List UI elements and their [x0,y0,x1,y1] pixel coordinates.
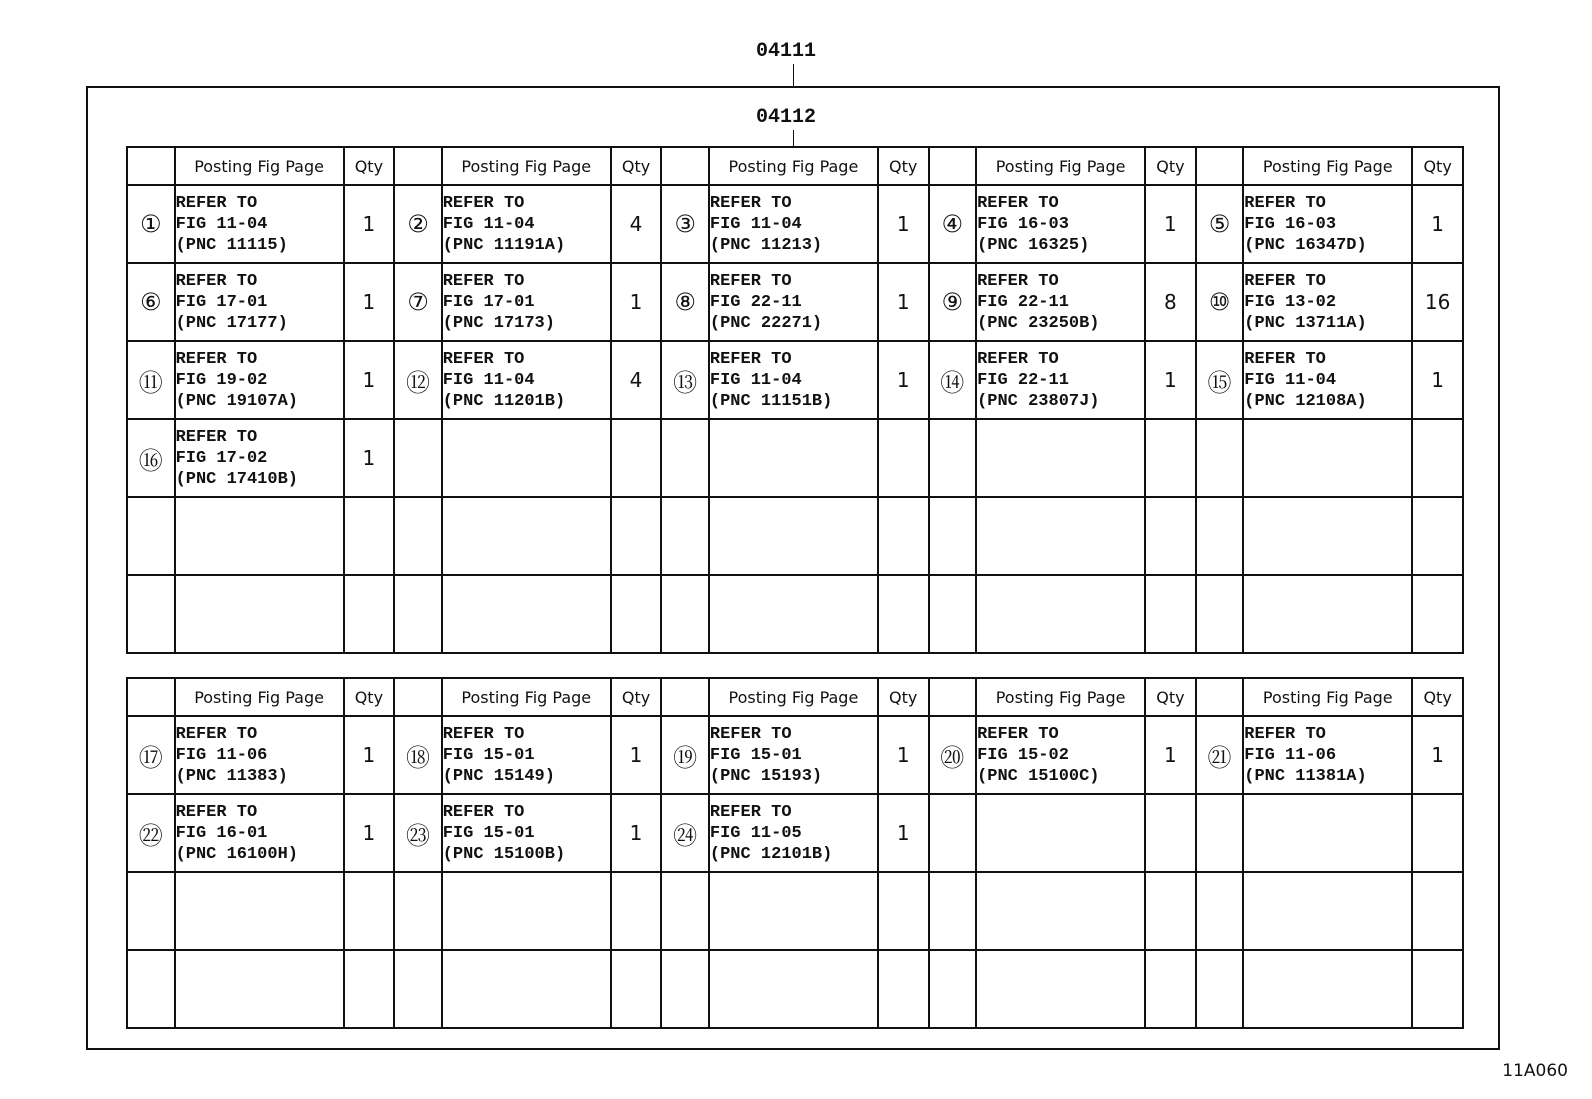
posting-reference: REFER TO FIG 11-05 (PNC 12101B) [709,794,878,872]
header-number-cell [661,147,709,185]
item-qty [1145,575,1196,653]
header-posting-fig-page: Posting Fig Page [976,147,1145,185]
item-qty [344,872,395,950]
item-qty [611,950,662,1028]
item-number: ⑪ [127,341,175,419]
table-row [127,950,1463,1028]
item-qty [611,419,662,497]
table-header-row [127,147,1463,185]
posting-reference: REFER TO FIG 11-04 (PNC 11213) [709,185,878,263]
item-qty [1145,872,1196,950]
item-qty: 1 [344,794,395,872]
header-number-cell [1196,147,1244,185]
posting-reference: REFER TO FIG 16-03 (PNC 16347D) [1243,185,1412,263]
header-qty: Qty [344,147,395,185]
item-number [1196,497,1244,575]
item-qty [878,950,929,1028]
item-number [1196,794,1244,872]
item-qty [878,497,929,575]
header-qty: Qty [878,678,929,716]
table-row [127,872,1463,950]
item-qty [1412,419,1463,497]
item-number [127,575,175,653]
posting-reference: REFER TO FIG 16-03 (PNC 16325) [976,185,1145,263]
item-number [661,575,709,653]
header-qty: Qty [1412,147,1463,185]
posting-reference: REFER TO FIG 11-04 (PNC 11191A) [442,185,611,263]
item-qty: 1 [1145,341,1196,419]
posting-reference [442,872,611,950]
table-row [127,419,1463,497]
posting-reference: REFER TO FIG 11-06 (PNC 11383) [175,716,344,794]
header-posting-fig-page: Posting Fig Page [709,678,878,716]
posting-reference [976,872,1145,950]
header-number-cell [929,678,977,716]
item-qty: 8 [1145,263,1196,341]
item-number [661,950,709,1028]
posting-reference [175,872,344,950]
item-number [394,872,442,950]
item-qty: 1 [344,341,395,419]
posting-reference [175,497,344,575]
posting-reference: REFER TO FIG 15-01 (PNC 15149) [442,716,611,794]
inner-leader-line [793,130,794,146]
table-row [127,716,1463,794]
item-qty: 4 [611,341,662,419]
item-qty: 1 [611,794,662,872]
item-qty [611,872,662,950]
posting-reference [175,575,344,653]
header-number-cell [127,678,175,716]
posting-reference: REFER TO FIG 19-02 (PNC 19107A) [175,341,344,419]
item-qty: 1 [878,716,929,794]
item-number: ⑧ [661,263,709,341]
item-qty: 1 [611,263,662,341]
item-qty: 1 [878,794,929,872]
table-row [127,497,1463,575]
item-number: ㉔ [661,794,709,872]
item-number: ⑭ [929,341,977,419]
posting-reference [976,419,1145,497]
item-number [1196,575,1244,653]
item-number [394,497,442,575]
posting-reference [442,950,611,1028]
item-number: ㉓ [394,794,442,872]
item-qty: 1 [878,263,929,341]
item-number: ② [394,185,442,263]
header-number-cell [127,147,175,185]
item-number: ⑤ [1196,185,1244,263]
header-posting-fig-page: Posting Fig Page [1243,678,1412,716]
posting-reference [1243,950,1412,1028]
header-number-cell [929,147,977,185]
posting-reference [175,950,344,1028]
posting-reference: REFER TO FIG 22-11 (PNC 23807J) [976,341,1145,419]
item-number [127,872,175,950]
item-qty: 1 [344,263,395,341]
item-qty: 1 [344,716,395,794]
item-qty [611,497,662,575]
posting-reference: REFER TO FIG 15-01 (PNC 15193) [709,716,878,794]
posting-reference [976,794,1145,872]
posting-reference [442,419,611,497]
posting-reference [1243,575,1412,653]
item-number: ⑳ [929,716,977,794]
item-qty [1412,794,1463,872]
header-posting-fig-page: Posting Fig Page [175,678,344,716]
item-qty [878,575,929,653]
header-qty: Qty [611,678,662,716]
header-qty: Qty [1145,678,1196,716]
item-number [394,575,442,653]
item-qty: 1 [878,341,929,419]
item-number [1196,950,1244,1028]
posting-reference: REFER TO FIG 11-06 (PNC 11381A) [1243,716,1412,794]
item-qty: 1 [878,185,929,263]
outer-assembly-label: 04111 [755,40,816,63]
item-number [127,497,175,575]
posting-reference [1243,497,1412,575]
posting-reference: REFER TO FIG 17-02 (PNC 17410B) [175,419,344,497]
item-qty [1412,872,1463,950]
header-posting-fig-page: Posting Fig Page [709,147,878,185]
header-posting-fig-page: Posting Fig Page [442,147,611,185]
header-qty: Qty [344,678,395,716]
item-number: ⑯ [127,419,175,497]
posting-reference [1243,419,1412,497]
item-number: ③ [661,185,709,263]
posting-reference [976,950,1145,1028]
figure-code: 11A060 [1502,1061,1568,1081]
item-qty: 1 [1412,341,1463,419]
posting-reference: REFER TO FIG 22-11 (PNC 23250B) [976,263,1145,341]
header-number-cell [394,678,442,716]
posting-reference: REFER TO FIG 13-02 (PNC 13711A) [1243,263,1412,341]
posting-reference [1243,872,1412,950]
item-number: ① [127,185,175,263]
parts-table-upper [126,146,1464,654]
posting-reference [709,872,878,950]
header-qty: Qty [878,147,929,185]
posting-reference: REFER TO FIG 15-02 (PNC 15100C) [976,716,1145,794]
item-qty: 1 [1412,716,1463,794]
item-number [661,497,709,575]
posting-reference [976,497,1145,575]
item-number: ⑱ [394,716,442,794]
posting-reference: REFER TO FIG 11-04 (PNC 12108A) [1243,341,1412,419]
outer-leader-line [793,64,794,86]
posting-reference [442,497,611,575]
item-number [929,575,977,653]
posting-reference [442,575,611,653]
table-row [127,341,1463,419]
item-number [929,872,977,950]
item-qty [344,575,395,653]
posting-reference [709,575,878,653]
item-qty [1145,794,1196,872]
item-number: ⑫ [394,341,442,419]
posting-reference: REFER TO FIG 11-04 (PNC 11151B) [709,341,878,419]
item-qty [611,575,662,653]
item-qty: 1 [1412,185,1463,263]
posting-reference: REFER TO FIG 15-01 (PNC 15100B) [442,794,611,872]
item-qty [344,950,395,1028]
table-row [127,575,1463,653]
item-number [394,419,442,497]
item-number [929,419,977,497]
posting-reference [709,950,878,1028]
item-number [1196,872,1244,950]
posting-reference: REFER TO FIG 16-01 (PNC 16100H) [175,794,344,872]
item-number [394,950,442,1028]
header-number-cell [394,147,442,185]
item-qty [878,872,929,950]
header-qty: Qty [1412,678,1463,716]
item-number: ⑮ [1196,341,1244,419]
item-number [929,794,977,872]
inner-assembly-label: 04112 [755,106,816,129]
posting-reference: REFER TO FIG 22-11 (PNC 22271) [709,263,878,341]
item-number: ⑬ [661,341,709,419]
item-number: ㉑ [1196,716,1244,794]
posting-reference: REFER TO FIG 17-01 (PNC 17177) [175,263,344,341]
item-qty: 4 [611,185,662,263]
table-row [127,794,1463,872]
item-qty: 16 [1412,263,1463,341]
item-number: ⑥ [127,263,175,341]
header-posting-fig-page: Posting Fig Page [175,147,344,185]
table-row [127,263,1463,341]
item-number [929,497,977,575]
item-number: ④ [929,185,977,263]
item-qty [1145,419,1196,497]
parts-table-lower [126,677,1464,1029]
item-number: ⑦ [394,263,442,341]
item-qty [878,419,929,497]
item-qty [1412,497,1463,575]
table-row [127,185,1463,263]
item-qty [344,497,395,575]
item-qty: 1 [1145,716,1196,794]
item-number [661,419,709,497]
item-qty [1145,950,1196,1028]
header-number-cell [1196,678,1244,716]
item-qty [1145,497,1196,575]
posting-reference [976,575,1145,653]
item-number: ⑩ [1196,263,1244,341]
item-number: ⑲ [661,716,709,794]
posting-reference: REFER TO FIG 17-01 (PNC 17173) [442,263,611,341]
item-qty: 1 [1145,185,1196,263]
item-number [929,950,977,1028]
item-number [1196,419,1244,497]
item-qty [1412,950,1463,1028]
header-posting-fig-page: Posting Fig Page [976,678,1145,716]
item-qty [1412,575,1463,653]
posting-reference [1243,794,1412,872]
header-number-cell [661,678,709,716]
posting-reference [709,497,878,575]
table-header-row [127,678,1463,716]
header-qty: Qty [611,147,662,185]
item-number [127,950,175,1028]
item-qty: 1 [344,419,395,497]
header-posting-fig-page: Posting Fig Page [1243,147,1412,185]
posting-reference: REFER TO FIG 11-04 (PNC 11201B) [442,341,611,419]
header-qty: Qty [1145,147,1196,185]
item-qty: 1 [344,185,395,263]
item-qty: 1 [611,716,662,794]
posting-reference [709,419,878,497]
item-number [661,872,709,950]
item-number: ⑰ [127,716,175,794]
header-posting-fig-page: Posting Fig Page [442,678,611,716]
item-number: ⑨ [929,263,977,341]
posting-reference: REFER TO FIG 11-04 (PNC 11115) [175,185,344,263]
item-number: ㉒ [127,794,175,872]
